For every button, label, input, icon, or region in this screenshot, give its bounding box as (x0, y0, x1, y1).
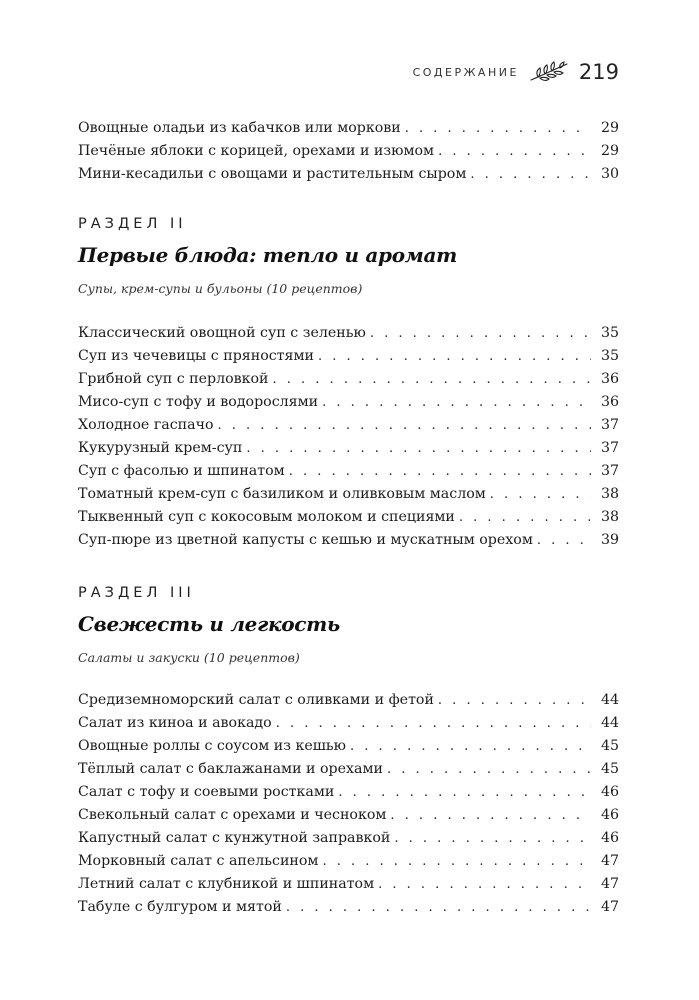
dot-leader (246, 437, 591, 460)
toc-entry (78, 804, 619, 827)
dot-leader (289, 460, 591, 483)
dot-leader (338, 781, 591, 804)
toc-entry-page: 38 (600, 509, 619, 525)
dot-leader (286, 896, 591, 919)
toc-entry-title: Средиземноморский салат с оливками и фетой (78, 692, 434, 708)
toc-entry-title: Летний салат с клубникой и шпинатом (78, 876, 375, 892)
toc-entry-title: Тёплый салат с баклажанами и орехами (78, 761, 383, 777)
section-title: Свежесть и легкость (78, 612, 340, 636)
section-label: РАЗДЕЛ II (78, 216, 187, 232)
toc-entry-page: 44 (600, 715, 619, 731)
toc-entry (78, 850, 619, 873)
toc-entry-title: Овощные роллы с соусом из кешью (78, 738, 347, 754)
toc-entry (78, 896, 619, 919)
toc-entry-title: Холодное гаспачо (78, 417, 214, 433)
dot-leader (390, 804, 591, 827)
toc-entry-page: 36 (600, 394, 619, 410)
toc-entry-page: 45 (600, 738, 619, 754)
toc-entry-title: Овощные оладьи из кабачков или моркови (78, 120, 401, 136)
dot-leader (438, 689, 591, 712)
toc-entry-page: 29 (600, 120, 619, 136)
dot-leader (322, 391, 591, 414)
toc-entry-page: 37 (600, 463, 619, 479)
section-title: Первые блюда: тепло и аромат (78, 243, 457, 267)
dot-leader (470, 163, 591, 186)
toc-entry (78, 506, 619, 529)
section-entries (78, 322, 619, 552)
toc-entry (78, 873, 619, 896)
toc-entry (78, 163, 619, 186)
toc-entry-page: 44 (600, 692, 619, 708)
toc-entry-page: 37 (600, 440, 619, 456)
running-header (413, 60, 619, 84)
toc-entry-title: Салат из киноа и авокадо (78, 715, 272, 731)
toc-entry-title: Мисо-суп с тофу и водорослями (78, 394, 319, 410)
dot-leader (459, 506, 591, 529)
toc-entry (78, 483, 619, 506)
toc-entry-page: 46 (600, 784, 619, 800)
toc-entry-page: 37 (600, 417, 619, 433)
toc-entry-page: 30 (600, 166, 619, 182)
toc-entry-page: 46 (600, 830, 619, 846)
dot-leader (405, 117, 591, 140)
toc-entry-title: Суп-пюре из цветной капусты с кешью и мускатным орехом (78, 532, 533, 548)
toc-entry-title: Мини-кесадильи с овощами и растительным сыром (78, 166, 467, 182)
toc-entry-title: Свекольный салат с орехами и чесноком (78, 807, 387, 823)
toc-entry (78, 712, 619, 735)
toc-entry (78, 117, 619, 140)
toc-entry-title: Грибной суп с перловкой (78, 371, 269, 387)
toc-entry (78, 368, 619, 391)
toc-entry (78, 414, 619, 437)
dot-leader (378, 873, 591, 896)
toc-entry-page: 47 (600, 899, 619, 915)
section-entries (78, 689, 619, 919)
dot-leader (370, 322, 591, 345)
toc-entry-page: 46 (600, 807, 619, 823)
dot-leader (438, 140, 591, 163)
toc-entry-title: Морковный салат с апельсином (78, 853, 319, 869)
toc-entry-title: Суп с фасолью и шпинатом (78, 463, 285, 479)
toc-entry (78, 781, 619, 804)
toc-entry (78, 437, 619, 460)
intro-entries (78, 117, 619, 186)
leaf-branch-icon (529, 60, 569, 84)
dot-leader (318, 345, 591, 368)
dot-leader (387, 758, 591, 781)
dot-leader (537, 529, 591, 552)
toc-entry (78, 345, 619, 368)
toc-entry-title: Кукурузный крем-суп (78, 440, 243, 456)
toc-entry-title: Салат с тофу и соевыми ростками (78, 784, 335, 800)
toc-entry-page: 39 (600, 532, 619, 548)
toc-entry (78, 529, 619, 552)
toc-entry (78, 689, 619, 712)
page-number: 219 (578, 60, 619, 84)
dot-leader (394, 827, 591, 850)
running-header-label: СОДЕРЖАНИЕ (412, 65, 519, 79)
toc-entry-title: Табуле с булгуром и мятой (78, 899, 282, 915)
section-subtitle: Супы, крем-супы и бульоны (10 рецептов) (78, 281, 363, 296)
toc-entry-title: Капустный салат с кунжутной заправкой (78, 830, 391, 846)
toc-entry-page: 38 (600, 486, 619, 502)
toc-entry-page: 47 (600, 876, 619, 892)
toc-entry-page: 35 (600, 348, 619, 364)
toc-entry-page: 47 (600, 853, 619, 869)
toc-entry (78, 735, 619, 758)
toc-entry (78, 827, 619, 850)
toc-entry (78, 322, 619, 345)
toc-entry-page: 36 (600, 371, 619, 387)
toc-entry-page: 45 (600, 761, 619, 777)
toc-entry-page: 35 (600, 325, 619, 341)
dot-leader (322, 850, 591, 873)
toc-entry (78, 460, 619, 483)
toc-entry-title: Томатный крем-суп с базиликом и оливковым маслом (78, 486, 486, 502)
toc-entry-title: Суп из чечевицы с пряностями (78, 348, 314, 364)
dot-leader (490, 483, 591, 506)
toc-entry-page: 29 (600, 143, 619, 159)
section-subtitle: Салаты и закуски (10 рецептов) (78, 650, 300, 665)
dot-leader (218, 414, 591, 437)
toc-entry (78, 391, 619, 414)
toc-entry (78, 140, 619, 163)
section-label: РАЗДЕЛ III (78, 585, 195, 601)
toc-entry-title: Печёные яблоки с корицей, орехами и изюмом (78, 143, 435, 159)
toc-entry-title: Классический овощной суп с зеленью (78, 325, 366, 341)
toc-entry (78, 758, 619, 781)
toc-entry-title: Тыквенный суп с кокосовым молоком и специями (78, 509, 455, 525)
dot-leader (276, 712, 591, 735)
dot-leader (350, 735, 591, 758)
dot-leader (273, 368, 592, 391)
